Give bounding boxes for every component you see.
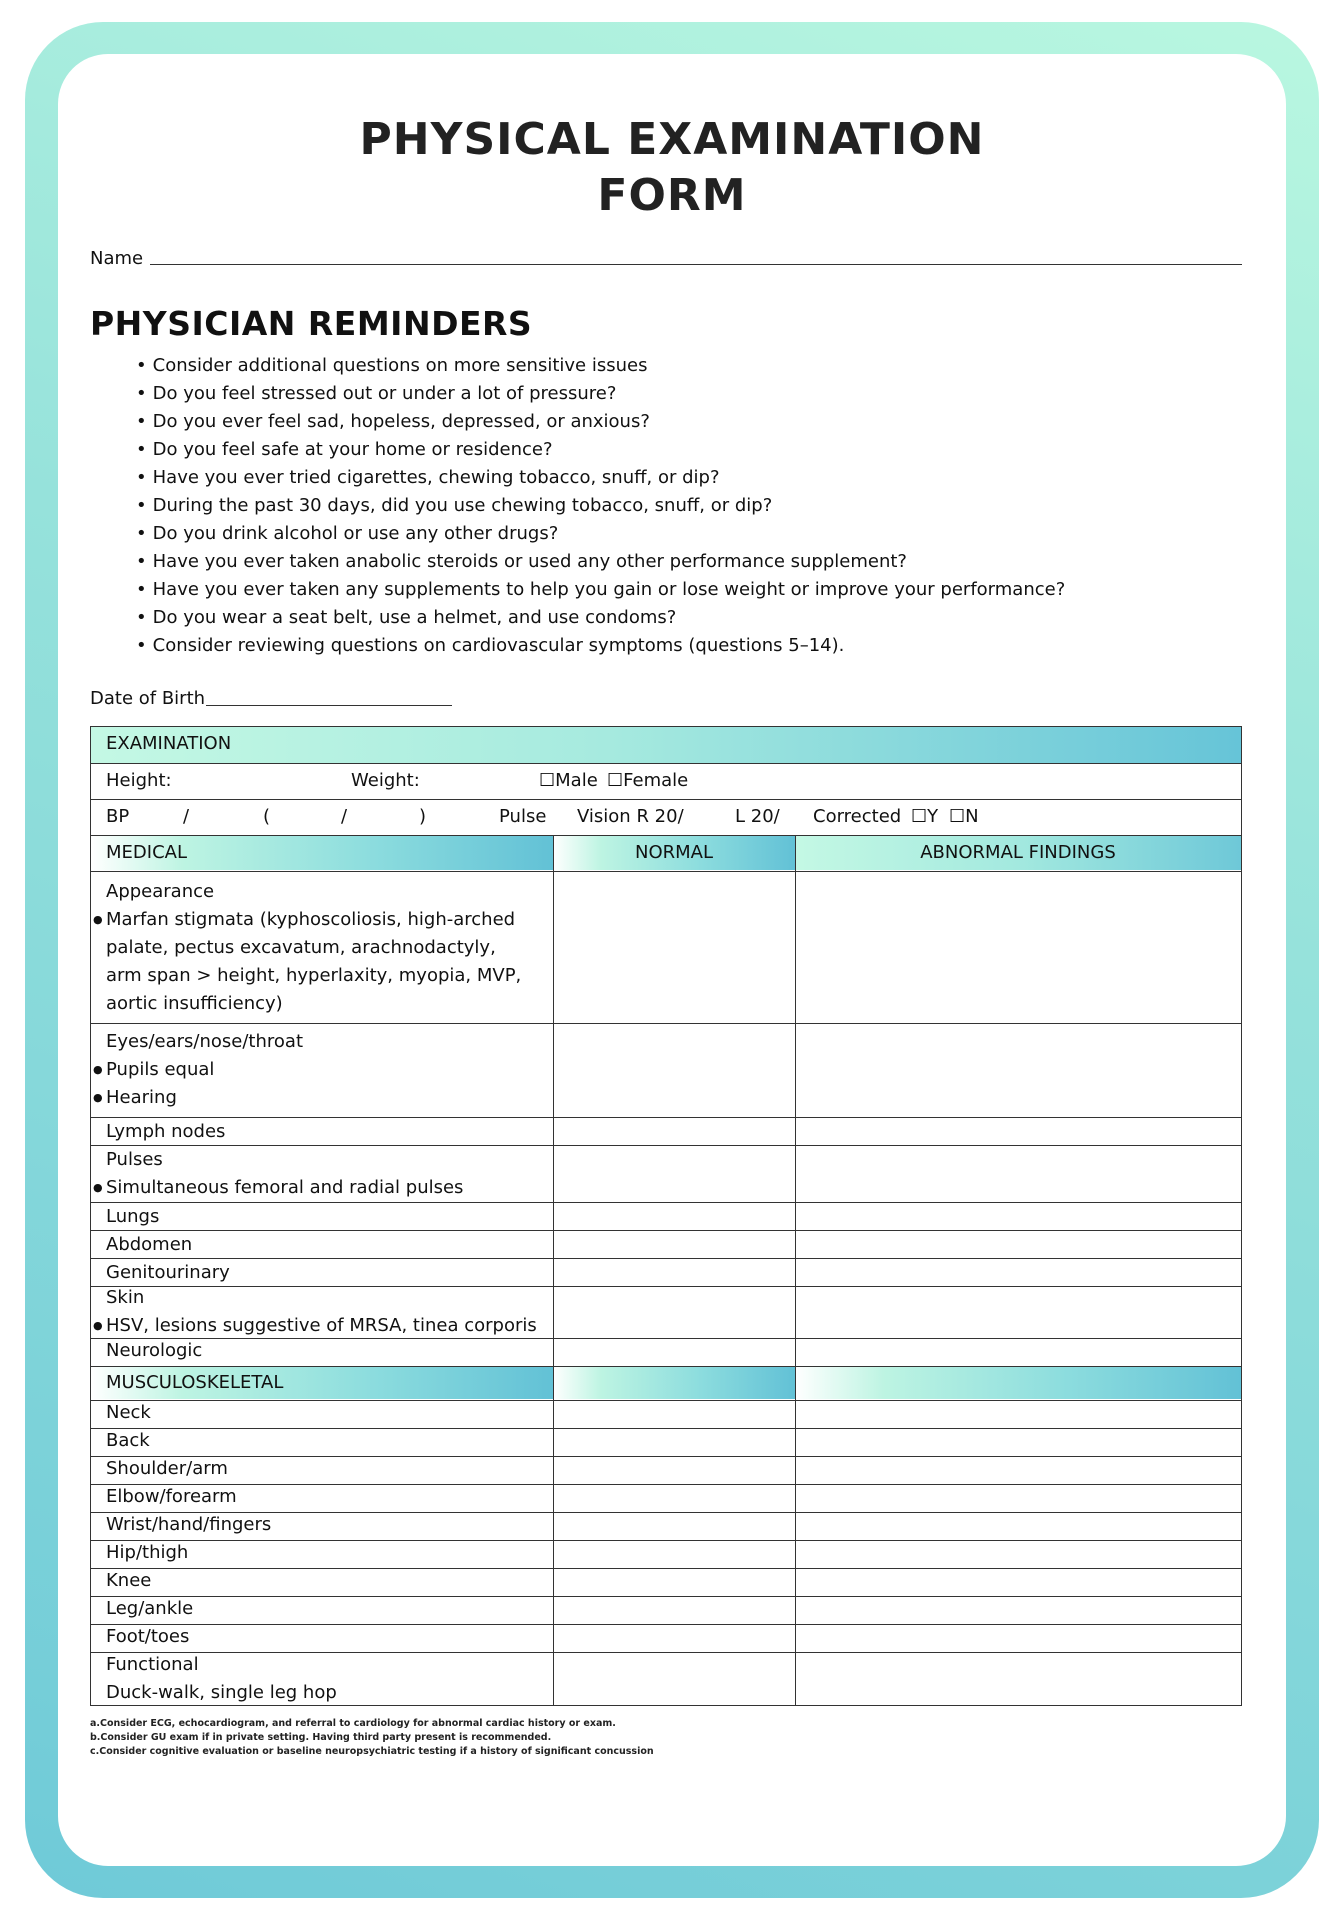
row-label: Back	[106, 1430, 150, 1451]
examination-header: EXAMINATION	[106, 733, 232, 754]
row-label: Functional	[106, 1654, 199, 1675]
list-item: • Do you wear a seat belt, use a helmet, and use condoms?	[136, 604, 1065, 632]
name-field[interactable]	[150, 264, 1242, 265]
table-row	[91, 1117, 1241, 1145]
examination-table	[90, 726, 1242, 1706]
row-sublabel: aortic insufficiency)	[106, 993, 283, 1014]
row-label: Knee	[106, 1570, 152, 1591]
table-row	[91, 1400, 1241, 1428]
table-row	[91, 1596, 1241, 1624]
row-label: Hip/thigh	[106, 1542, 189, 1563]
male-checkbox[interactable]: ☐Male	[539, 770, 598, 791]
musculoskeletal-header-row	[91, 1366, 1241, 1400]
row-label: Foot/toes	[106, 1626, 190, 1647]
table-row	[91, 1456, 1241, 1484]
vision-right-label: Vision R 20/	[577, 806, 684, 827]
normal-header: NORMAL	[634, 842, 713, 863]
bp-close-paren: )	[419, 806, 427, 827]
row-sublabel: ● Simultaneous femoral and radial pulses	[106, 1174, 463, 1202]
list-item: • Have you ever taken any supplements to help you gain or lose weight or improve your performance?	[136, 576, 1065, 604]
list-item: • Have you ever tried cigarettes, chewing tobacco, snuff, or dip?	[136, 464, 1065, 492]
height-label: Height:	[106, 770, 172, 791]
footnote-c: c.Consider cognitive evaluation or baseline neuropsychiatric testing if a history of significant concussion	[90, 1746, 654, 1757]
bp-slash: /	[183, 806, 190, 827]
msk-normal-bg	[553, 1367, 795, 1399]
table-row	[91, 1023, 1241, 1117]
table-row	[91, 871, 1241, 1023]
table-row	[91, 1230, 1241, 1258]
row-sublabel: ● Hearing	[106, 1084, 177, 1112]
list-item: • Do you feel stressed out or under a lot of pressure?	[136, 380, 1065, 408]
table-row	[91, 1568, 1241, 1596]
bp-label: BP	[106, 806, 130, 827]
medical-header: MEDICAL	[106, 842, 187, 863]
reminders-list	[136, 352, 1065, 660]
row-label: Elbow/forearm	[106, 1486, 237, 1507]
bp-open-paren: (	[263, 806, 271, 827]
corrected-label: Corrected	[813, 806, 902, 827]
row-label: Lymph nodes	[106, 1121, 226, 1142]
row-sublabel: ● HSV, lesions suggestive of MRSA, tinea corporis	[106, 1312, 537, 1340]
list-item: • Do you feel safe at your home or residence?	[136, 436, 1065, 464]
list-item: • Do you drink alcohol or use any other drugs?	[136, 520, 1065, 548]
row-label: Neck	[106, 1402, 151, 1423]
reminders-heading: PHYSICIAN REMINDERS	[90, 304, 533, 343]
vision-left-label: L 20/	[735, 806, 780, 827]
pulse-label: Pulse	[499, 806, 547, 827]
table-row	[91, 1258, 1241, 1286]
female-checkbox[interactable]: ☐Female	[607, 770, 689, 791]
row-label: Wrist/hand/fingers	[106, 1514, 272, 1535]
row-label: Skin	[106, 1287, 145, 1308]
row-label: Neurologic	[106, 1340, 203, 1361]
height-weight-row	[91, 763, 1241, 799]
corrected-yes-checkbox[interactable]: ☐Y	[911, 806, 939, 827]
table-row	[91, 1652, 1241, 1705]
table-row	[91, 1624, 1241, 1652]
row-label: Appearance	[106, 881, 215, 902]
footnote-b: b.Consider GU exam if in private setting. Having third party present is recommended.	[90, 1732, 552, 1743]
list-item: • Have you ever taken anabolic steroids or used any other performance supplement?	[136, 548, 1065, 576]
row-label: Lungs	[106, 1206, 160, 1227]
table-row	[91, 1338, 1241, 1366]
table-row	[91, 1286, 1241, 1338]
weight-label: Weight:	[351, 770, 420, 791]
bp-row	[91, 799, 1241, 835]
list-item: • During the past 30 days, did you use chewing tobacco, snuff, or dip?	[136, 492, 1065, 520]
row-label: Eyes/ears/nose/throat	[106, 1031, 303, 1052]
row-sublabel: ● Pupils equal	[106, 1056, 214, 1084]
row-label: Abdomen	[106, 1234, 193, 1255]
dob-label: Date of Birth	[90, 688, 206, 709]
musculoskeletal-header: MUSCULOSKELETAL	[106, 1372, 284, 1393]
list-item: • Consider additional questions on more sensitive issues	[136, 352, 1065, 380]
table-row	[91, 1428, 1241, 1456]
table-row	[91, 1202, 1241, 1230]
examination-header-row	[91, 727, 1241, 763]
row-label: Leg/ankle	[106, 1598, 194, 1619]
list-item: • Consider reviewing questions on cardiovascular symptoms (questions 5–14).	[136, 632, 1065, 660]
bp-slash-2: /	[341, 806, 348, 827]
table-row	[91, 1540, 1241, 1568]
corrected-no-checkbox[interactable]: ☐N	[949, 806, 979, 827]
row-sublabel: Duck-walk, single leg hop	[106, 1682, 337, 1703]
list-item: • Do you ever feel sad, hopeless, depressed, or anxious?	[136, 408, 1065, 436]
row-label: Shoulder/arm	[106, 1458, 228, 1479]
msk-abnormal-bg	[795, 1367, 1241, 1399]
row-sublabel: ● Marfan stigmata (kyphoscoliosis, high-arched	[106, 906, 515, 934]
form-title-line1: PHYSICAL EXAMINATION	[359, 114, 985, 165]
footnote-a: a.Consider ECG, echocardiogram, and referral to cardiology for abnormal cardiac history or exam.	[90, 1718, 616, 1729]
row-label: Pulses	[106, 1149, 163, 1170]
column-divider	[795, 835, 796, 1705]
row-sublabel: arm span > height, hyperlaxity, myopia, MVP,	[106, 965, 522, 986]
column-divider	[553, 835, 554, 1705]
row-sublabel: palate, pectus excavatum, arachnodactyly,	[106, 937, 496, 958]
form-title-line2: FORM	[597, 170, 747, 221]
name-label: Name	[90, 248, 144, 269]
table-row	[91, 1512, 1241, 1540]
row-label: Genitourinary	[106, 1262, 230, 1283]
abnormal-header: ABNORMAL FINDINGS	[920, 842, 1116, 863]
dob-field[interactable]	[206, 705, 452, 706]
table-row	[91, 1484, 1241, 1512]
table-row	[91, 1145, 1241, 1202]
medical-header-row	[91, 835, 1241, 871]
